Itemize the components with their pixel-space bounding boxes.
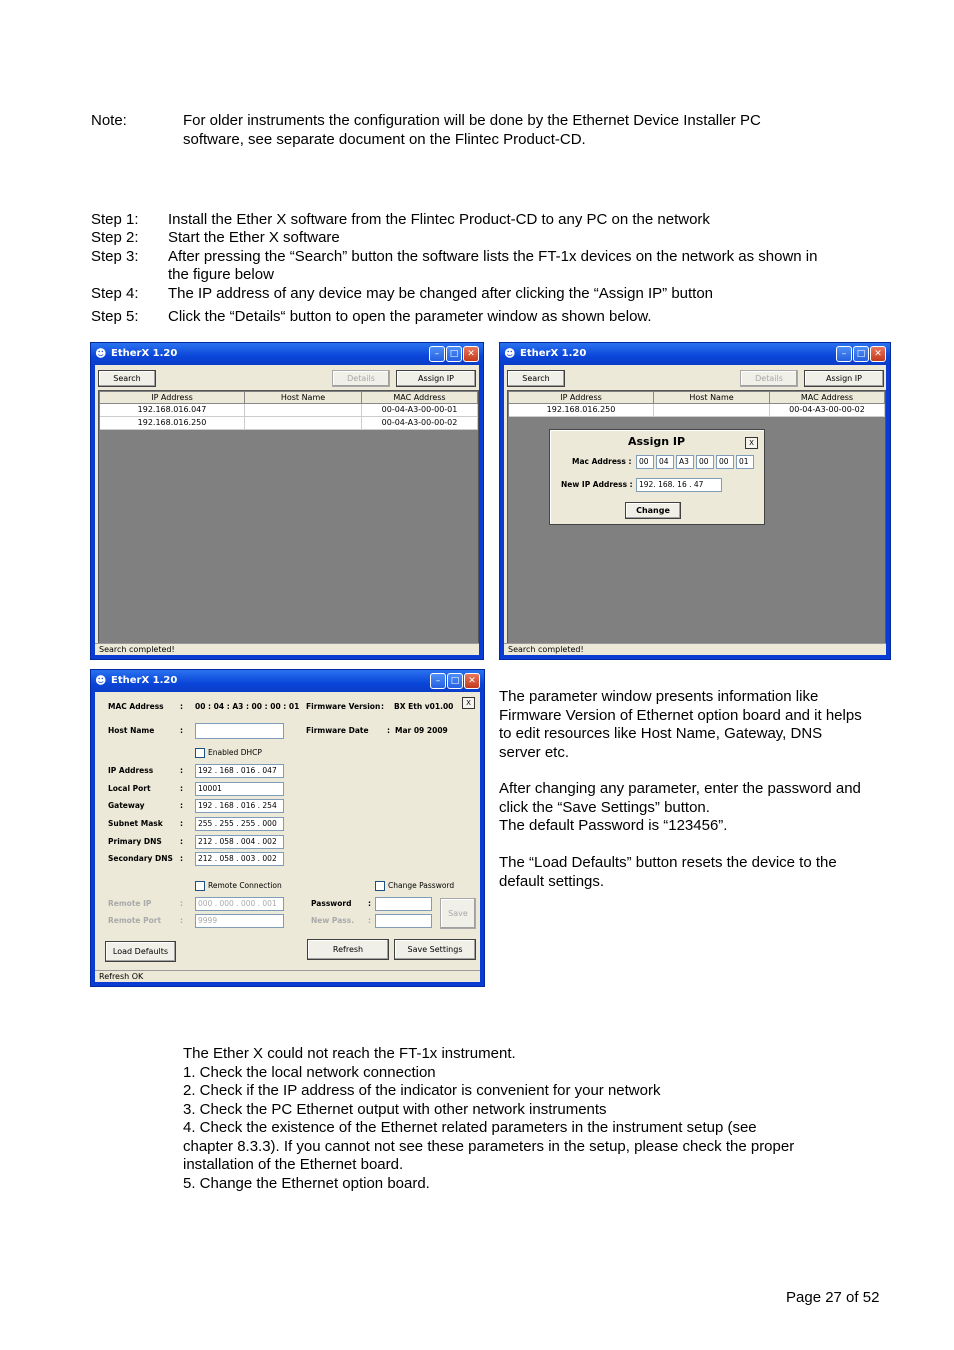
primary-dns-label: Primary DNS: [108, 837, 162, 846]
dialog-title: Assign IP: [628, 435, 686, 448]
local-port-field[interactable]: 10001: [195, 782, 284, 796]
new-pass-label: New Pass.: [311, 916, 355, 925]
search-button[interactable]: Search: [507, 370, 565, 387]
window-title: EtherX 1.20: [111, 348, 178, 359]
app-icon: ☻: [95, 674, 107, 687]
assign-ip-button[interactable]: Assign IP: [804, 370, 884, 387]
window-client: [95, 365, 479, 655]
mac-octet-1[interactable]: 00: [636, 455, 654, 469]
firmware-date-label: Firmware Date: [306, 726, 369, 735]
primary-dns-field[interactable]: 212 . 058 . 004 . 002: [195, 835, 284, 849]
minimize-icon[interactable]: –: [430, 673, 446, 689]
description-line-6: click the “Save Settings” button.: [499, 798, 710, 816]
colon: :: [180, 854, 183, 863]
colon: :: [180, 784, 183, 793]
close-icon[interactable]: ✕: [870, 346, 886, 362]
troubleshoot-line-6: chapter 8.3.3). If you cannot not see these parameters in the setup, please check the proper: [183, 1137, 795, 1155]
step-3-label: Step 3:: [91, 248, 139, 265]
ip-address-field[interactable]: 192 . 168 . 016 . 047: [195, 764, 284, 778]
dhcp-checkbox[interactable]: [195, 748, 205, 758]
title-bar: [500, 343, 890, 365]
mac-octet-6[interactable]: 01: [736, 455, 754, 469]
subnet-mask-label: Subnet Mask: [108, 819, 163, 828]
step-4-text: The IP address of any device may be changed after clicking the “Assign IP” button: [168, 285, 714, 302]
local-port-label: Local Port: [108, 784, 151, 793]
description-line-9: default settings.: [499, 872, 605, 890]
search-button[interactable]: Search: [98, 370, 156, 387]
host-name-label: Host Name: [108, 726, 155, 735]
description-line-4: server etc.: [499, 743, 570, 761]
table-row-2-ip[interactable]: 192.168.016.250: [100, 417, 245, 430]
status-bar: Refresh OK: [95, 970, 480, 982]
troubleshoot-line-5: 4. Check the existence of the Ethernet related parameters in the instrument setup (see: [183, 1119, 757, 1136]
maximize-icon[interactable]: □: [853, 346, 869, 362]
colon: :: [368, 899, 371, 908]
colon: :: [180, 819, 183, 828]
table-row-2-host[interactable]: [245, 417, 362, 430]
page-number: Page 27 of 52: [786, 1289, 880, 1306]
troubleshoot-line-7: installation of the Ethernet board.: [183, 1156, 404, 1173]
troubleshoot-line-1: The Ether X could not reach the FT-1x instrument.: [183, 1045, 516, 1062]
troubleshoot-line-2: 1. Check the local network connection: [183, 1063, 436, 1081]
description-line-5: After changing any parameter, enter the password and: [499, 780, 861, 797]
description-line-7: The default Password is “123456”.: [499, 817, 728, 834]
gateway-label: Gateway: [108, 801, 145, 810]
firmware-version-value: BX Eth v01.00: [394, 702, 454, 711]
step-4-label: Step 4:: [91, 285, 139, 302]
colon: :: [180, 899, 183, 908]
secondary-dns-label: Secondary DNS: [108, 854, 173, 863]
step-5-label: Step 5:: [91, 308, 139, 325]
refresh-button[interactable]: Refresh: [307, 939, 389, 960]
subnet-mask-field[interactable]: 255 . 255 . 255 . 000: [195, 817, 284, 831]
table-row-1-host[interactable]: [654, 404, 770, 417]
step-1-text: Install the Ether X software from the Flintec Product-CD to any PC on the network: [168, 211, 710, 228]
description-line-2: Firmware Version of Ethernet option board and it helps: [499, 706, 862, 724]
col-mac-address[interactable]: MAC Address: [362, 392, 478, 404]
etherx-window-parameters: [90, 669, 485, 987]
save-settings-button[interactable]: Save Settings: [394, 939, 476, 960]
troubleshoot-line-8: 5. Change the Ethernet option board.: [183, 1174, 430, 1192]
title-bar: [91, 670, 484, 692]
status-bar: Search completed!: [95, 643, 479, 655]
assign-ip-dialog: [549, 429, 765, 525]
details-button[interactable]: Details: [740, 370, 798, 387]
new-ip-label: New IP Address :: [561, 480, 633, 489]
device-list[interactable]: [98, 390, 479, 644]
step-2-label: Step 2:: [91, 229, 139, 246]
table-row-1-mac[interactable]: 00-04-A3-00-00-02: [770, 404, 885, 417]
new-pass-field[interactable]: [375, 914, 432, 928]
dhcp-label: Enabled DHCP: [208, 748, 262, 757]
app-icon: ☻: [95, 347, 107, 360]
note-line-1: For older instruments the configuration will be done by the Ethernet Device Installer PC: [183, 112, 761, 129]
table-row-1-ip[interactable]: 192.168.016.250: [509, 404, 654, 417]
new-ip-field[interactable]: 192. 168. 16 . 47: [636, 478, 722, 492]
troubleshoot-line-3: 2. Check if the IP address of the indicator is convenient for your network: [183, 1082, 661, 1099]
change-button[interactable]: Change: [625, 502, 681, 519]
mac-octet-4[interactable]: 00: [696, 455, 714, 469]
load-defaults-button[interactable]: Load Defaults: [105, 941, 176, 962]
details-button[interactable]: Details: [332, 370, 390, 387]
remote-port-field[interactable]: 9999: [195, 914, 284, 928]
password-field[interactable]: [375, 897, 432, 911]
table-row-1-host[interactable]: [245, 404, 362, 417]
app-icon: ☻: [504, 347, 516, 360]
firmware-date-value: Mar 09 2009: [395, 726, 448, 735]
gateway-field[interactable]: 192 . 168 . 016 . 254: [195, 799, 284, 813]
maximize-icon[interactable]: □: [446, 346, 462, 362]
close-panel-icon[interactable]: X: [462, 697, 475, 709]
col-ip-address[interactable]: IP Address: [509, 392, 654, 404]
colon: :: [180, 766, 183, 775]
table-row-1-ip[interactable]: 192.168.016.047: [100, 404, 245, 417]
remote-ip-field[interactable]: 000 . 000 . 000 . 001: [195, 897, 284, 911]
etherx-window-search: [90, 342, 484, 660]
col-ip-address[interactable]: IP Address: [100, 392, 245, 404]
firmware-version-label: Firmware Version: [306, 702, 381, 711]
step-3-text: After pressing the “Search” button the software lists the FT-1x devices on the network as shown in: [168, 248, 818, 265]
colon: :: [180, 916, 183, 925]
col-host-name[interactable]: Host Name: [654, 392, 770, 404]
ip-address-label: IP Address: [108, 766, 154, 775]
maximize-icon[interactable]: □: [447, 673, 463, 689]
table-row-1-mac[interactable]: 00-04-A3-00-00-01: [362, 404, 478, 417]
colon: :: [368, 916, 371, 925]
change-password-label: Change Password: [388, 881, 455, 890]
step-1-label: Step 1:: [91, 211, 139, 228]
mac-address-value: 00 : 04 : A3 : 00 : 00 : 01: [195, 702, 300, 711]
host-name-field[interactable]: [195, 723, 284, 739]
title-bar: [91, 343, 483, 365]
minimize-icon[interactable]: –: [836, 346, 852, 362]
note-line-2: software, see separate document on the Flintec Product-CD.: [183, 130, 586, 148]
close-icon[interactable]: ✕: [464, 673, 480, 689]
description-line-8: The “Load Defaults” button resets the device to the: [499, 854, 837, 871]
description-line-3: to edit resources like Host Name, Gateway, DNS: [499, 725, 823, 742]
troubleshoot-line-4: 3. Check the PC Ethernet output with other network instruments: [183, 1100, 607, 1118]
close-icon[interactable]: X: [745, 437, 758, 449]
window-client: [95, 692, 480, 982]
window-title: EtherX 1.20: [111, 675, 178, 686]
mac-address-label: Mac Address :: [572, 457, 632, 466]
remote-connection-label: Remote Connection: [208, 881, 282, 890]
remote-ip-label: Remote IP: [108, 899, 152, 908]
col-mac-address[interactable]: MAC Address: [770, 392, 885, 404]
assign-ip-button[interactable]: Assign IP: [396, 370, 476, 387]
note-label: Note:: [91, 112, 127, 129]
mac-octet-5[interactable]: 00: [716, 455, 734, 469]
password-label: Password: [311, 899, 352, 908]
save-button[interactable]: Save: [440, 898, 476, 929]
minimize-icon[interactable]: –: [429, 346, 445, 362]
close-icon[interactable]: ✕: [463, 346, 479, 362]
mac-octet-3[interactable]: A3: [676, 455, 694, 469]
mac-octet-2[interactable]: 04: [656, 455, 674, 469]
col-host-name[interactable]: Host Name: [245, 392, 362, 404]
colon: :: [180, 801, 183, 810]
secondary-dns-field[interactable]: 212 . 058 . 003 . 002: [195, 852, 284, 866]
window-title: EtherX 1.20: [520, 348, 587, 359]
colon: :: [180, 726, 183, 735]
step-5-text: Click the “Details“ button to open the parameter window as shown below.: [168, 308, 652, 325]
remote-connection-checkbox[interactable]: [195, 881, 205, 891]
colon: :: [381, 702, 384, 711]
etherx-window-assign: [499, 342, 891, 660]
table-row-2-mac[interactable]: 00-04-A3-00-00-02: [362, 417, 478, 430]
window-client: [504, 365, 886, 655]
step-2-text: Start the Ether X software: [168, 229, 340, 246]
step-3-text-cont: the figure below: [168, 266, 274, 283]
change-password-checkbox[interactable]: [375, 881, 385, 891]
status-bar: Search completed!: [504, 643, 886, 655]
mac-address-label: MAC Address: [108, 702, 164, 711]
colon: :: [180, 702, 183, 711]
colon: :: [387, 726, 390, 735]
description-line-1: The parameter window presents information like: [499, 688, 819, 705]
remote-port-label: Remote Port: [108, 916, 162, 925]
colon: :: [180, 837, 183, 846]
